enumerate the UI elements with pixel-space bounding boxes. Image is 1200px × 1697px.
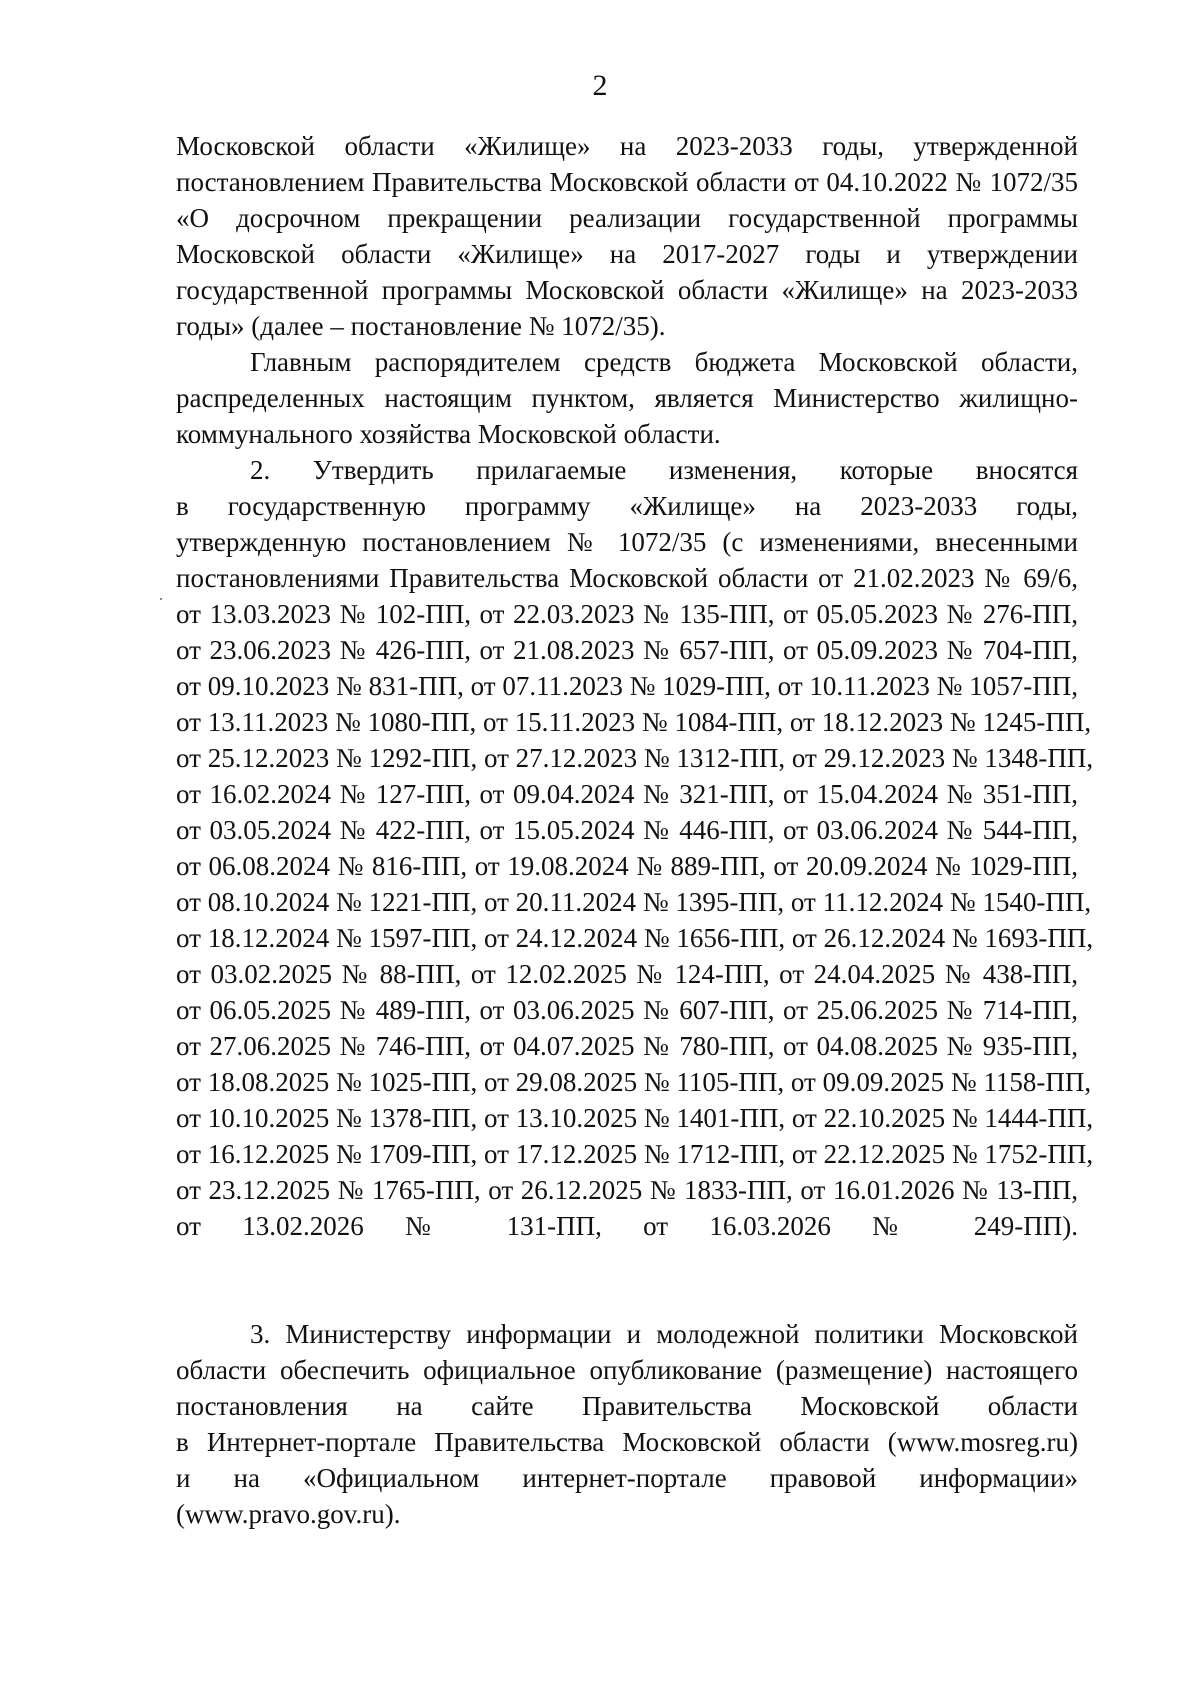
text-line: от 13.03.2023 № 102-ПП, от 22.03.2023 № 135-ПП, от 05.05.2023 № 276-ПП, bbox=[176, 599, 1078, 629]
text-line: от 03.02.2025 № 88-ПП, от 12.02.2025 № 124-ПП, от 24.04.2025 № 438-ПП, bbox=[176, 959, 1078, 989]
text-line: от 10.10.2025 № 1378-ПП, от 13.10.2025 № 1401-ПП, от 22.10.2025 № 1444-ПП, bbox=[176, 1103, 1094, 1133]
text-line: (www.pravo.gov.ru). bbox=[176, 1499, 401, 1529]
text-line: от 27.06.2025 № 746-ПП, от 04.07.2025 № 780-ПП, от 04.08.2025 № 935-ПП, bbox=[176, 1031, 1078, 1061]
text-line bbox=[176, 1244, 1078, 1280]
text-line: от 03.05.2024 № 422-ПП, от 15.05.2024 № 446-ПП, от 03.06.2024 № 544-ПП, bbox=[176, 815, 1078, 845]
text-line: годы» (далее – постановление № 1072/35). bbox=[176, 311, 666, 341]
text-line: распределенных настоящим пунктом, является Министерство жилищно- bbox=[176, 383, 1078, 413]
text-line: Московской области «Жилище» на 2023-2033 годы, утвержденной bbox=[176, 131, 1078, 161]
text-line: от 13.11.2023 № 1080-ПП, от 15.11.2023 № 1084-ПП, от 18.12.2023 № 1245-ПП, bbox=[176, 707, 1092, 737]
text-line: от 25.12.2023 № 1292-ПП, от 27.12.2023 № 1312-ПП, от 29.12.2023 № 1348-ПП, bbox=[176, 743, 1094, 773]
text-line: от 23.12.2025 № 1765-ПП, от 26.12.2025 № 1833-ПП, от 16.01.2026 № 13-ПП, bbox=[176, 1175, 1078, 1205]
paragraph-3 bbox=[176, 452, 1094, 1316]
text-line: от 08.10.2024 № 1221-ПП, от 20.11.2024 № 1395-ПП, от 11.12.2024 № 1540-ПП, bbox=[176, 887, 1092, 917]
text-line: от 16.02.2024 № 127-ПП, от 09.04.2024 № 321-ПП, от 15.04.2024 № 351-ПП, bbox=[176, 779, 1078, 809]
paragraph-2 bbox=[176, 344, 1078, 452]
text-line: 3. Министерству информации и молодежной политики Московской bbox=[250, 1319, 1078, 1349]
text-line: от 18.12.2024 № 1597-ПП, от 24.12.2024 № 1656-ПП, от 26.12.2024 № 1693-ПП, bbox=[176, 923, 1094, 953]
text-line: постановлениями Правительства Московской области от 21.02.2023 № 69/6, bbox=[176, 563, 1078, 593]
text-line: постановлением Правительства Московской области от 04.10.2022 № 1072/35 bbox=[176, 167, 1078, 197]
text-line: Главным распорядителем средств бюджета Московской области, bbox=[250, 347, 1078, 377]
text-line: от 18.08.2025 № 1025-ПП, от 29.08.2025 № 1105-ПП, от 09.09.2025 № 1158-ПП, bbox=[176, 1067, 1092, 1097]
text-line: постановления на сайте Правительства Московской области bbox=[176, 1391, 1078, 1421]
text-line bbox=[176, 1280, 1078, 1316]
text-line: 2. Утвердить прилагаемые изменения, которые вносятся bbox=[250, 455, 1078, 485]
page-number: 2 bbox=[592, 69, 608, 102]
scan-artifact bbox=[160, 598, 162, 600]
text-line: утвержденную постановлением № 1072/35 (с изменениями, внесенными bbox=[176, 527, 1078, 557]
text-line: в государственную программу «Жилище» на 2023-2033 годы, bbox=[176, 491, 1078, 521]
paragraph-4 bbox=[176, 1316, 1078, 1532]
text-line: от 16.12.2025 № 1709-ПП, от 17.12.2025 № 1712-ПП, от 22.12.2025 № 1752-ПП, bbox=[176, 1139, 1094, 1169]
text-line: и на «Официальном интернет-портале правовой информации» bbox=[176, 1463, 1078, 1493]
text-line: Московской области «Жилище» на 2017-2027 годы и утверждении bbox=[176, 239, 1078, 269]
text-line: от 13.02.2026 № 131-ПП, от 16.03.2026 № 249-ПП). bbox=[176, 1211, 1078, 1241]
paragraph-1 bbox=[176, 128, 1078, 344]
text-line: от 06.08.2024 № 816-ПП, от 19.08.2024 № 889-ПП, от 20.09.2024 № 1029-ПП, bbox=[176, 851, 1078, 881]
text-line: от 06.05.2025 № 489-ПП, от 03.06.2025 № 607-ПП, от 25.06.2025 № 714-ПП, bbox=[176, 995, 1078, 1025]
text-line: области обеспечить официальное опубликование (размещение) настоящего bbox=[176, 1355, 1078, 1385]
text-line: в Интернет-портале Правительства Московской области (www.mosreg.ru) bbox=[176, 1427, 1078, 1457]
text-line: государственной программы Московской области «Жилище» на 2023-2033 bbox=[176, 275, 1078, 305]
text-line: от 09.10.2023 № 831-ПП, от 07.11.2023 № 1029-ПП, от 10.11.2023 № 1057-ПП, bbox=[176, 671, 1078, 701]
text-line: «О досрочном прекращении реализации государственной программы bbox=[176, 203, 1078, 233]
document-body bbox=[176, 128, 1094, 1532]
text-line: коммунального хозяйства Московской области. bbox=[176, 419, 721, 449]
text-line: от 23.06.2023 № 426-ПП, от 21.08.2023 № 657-ПП, от 05.09.2023 № 704-ПП, bbox=[176, 635, 1078, 665]
